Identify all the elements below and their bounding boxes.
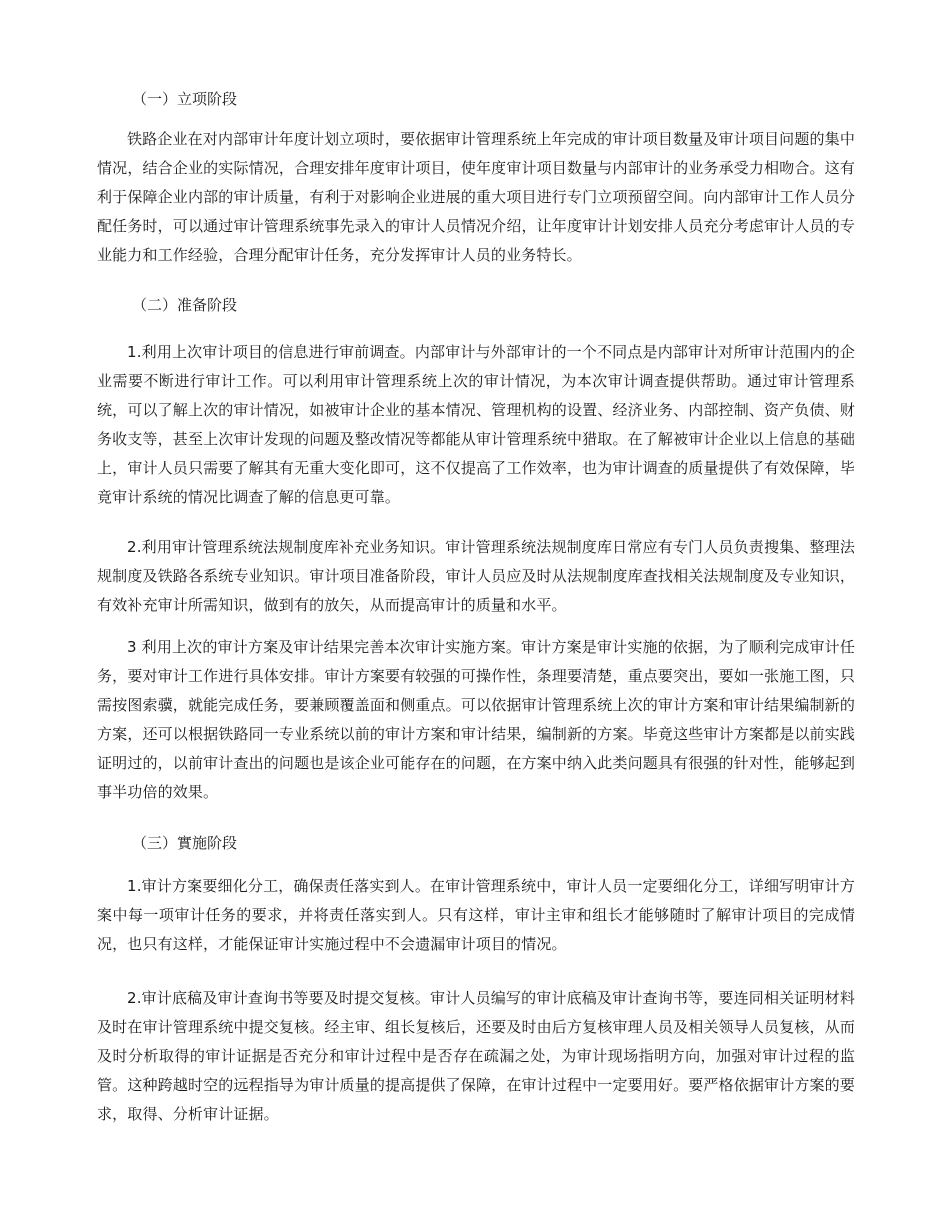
paragraph-3-2: 2.审计底稿及审计查询书等要及时提交复核。审计人员编写的审计底稿及审计查询书等，要连同相关证明材料及时在审计管理系统中提交复核。经主审、组长复核后，还要及时由后方复核审理人员及相关领导人员复核，从而及时分析取得的审计证据是否充分和审计过程中是否存在疏漏之处，为审计现场指明方向，加强对审计过程的监管。这种跨越时空的远程指导为审计质量的提高提供了保障，在审计过程中一定要用好。要严格依据审计方案的要求，取得、分析审计证据。 (97, 989, 855, 1124)
paragraph-1-1: 铁路企业在对内部审计年度计划立项时，要依据审计管理系统上年完成的审计项目数量及审计项目问题的集中情况，结合企业的实际情况，合理安排年度审计项目，使年度审计项目数量与内部审计的业务承受力相吻合。这有利于保障企业内部的审计质量，有利于对影响企业进展的重大项目进行专门立项预留空间。向内部审计工作人员分配任务时，可以通过审计管理系统事先录入的审计人员情况介绍，让年度审计计划安排人员充分考虑审计人员的专业能力和工作经验，合理分配审计任务，充分发挥审计人员的业务特长。 (97, 130, 855, 265)
section-heading-2: （二）准备阶段 (132, 296, 238, 314)
paragraph-3-1: 1.审计方案要细化分工，确保责任落实到人。在审计管理系统中，审计人员一定要细化分工，详细写明审计方案中每一项审计任务的要求，并将责任落实到人。只有这样，审计主审和组长才能够随时了解审计项目的完成情况，也只有这样，才能保证审计实施过程中不会遗漏审计项目的情况。 (97, 877, 855, 954)
section-heading-1: （一）立项阶段 (132, 90, 238, 108)
section-heading-3: （三）實施阶段 (132, 834, 238, 852)
paragraph-2-1: 1.利用上次审计项目的信息进行审前调查。内部审计与外部审计的一个不同点是内部审计对所审计范围内的企业需要不断进行审计工作。可以利用审计管理系统上次的审计情况，为本次审计调查提供帮助。通过审计管理系统，可以了解上次的审计情况，如被审计企业的基本情况、管理机构的设置、经济业务、内部控制、资产负债、财务收支等，甚至上次审计发现的问题及整改情况等都能从审计管理系统中猎取。在了解被审计企业以上信息的基础上，审计人员只需要了解其有无重大变化即可，这不仅提高了工作效率，也为审计调查的质量提供了有效保障，毕竟审计系统的情况比调查了解的信息更可靠。 (97, 343, 855, 507)
paragraph-2-2: 2.利用审计管理系统法规制度库补充业务知识。审计管理系统法规制度库日常应有专门人员负责搜集、整理法规制度及铁路各系统专业知识。审计项目准备阶段，审计人员应及时从法规制度库查找相关法规制度及专业知识，有效补充审计所需知识，做到有的放矢，从而提高审计的质量和水平。 (97, 538, 855, 615)
paragraph-2-3: 3 利用上次的审计方案及审计结果完善本次审计实施方案。审计方案是审计实施的依据，为了顺利完成审计任务，要对审计工作进行具体安排。审计方案要有较强的可操作性，条理要清楚，重点要突出，要如一张施工图，只需按图索骥，就能完成任务，要兼顾覆盖面和侧重点。可以依据审计管理系统上次的审计方案和审计结果编制新的方案，还可以根据铁路同一专业系统以前的审计方案和审计结果，编制新的方案。毕竟这些审计方案都是以前实践证明过的，以前审计查出的问题也是该企业可能存在的问题，在方案中纳入此类问题具有很强的针对性，能够起到事半功倍的效果。 (97, 638, 855, 802)
